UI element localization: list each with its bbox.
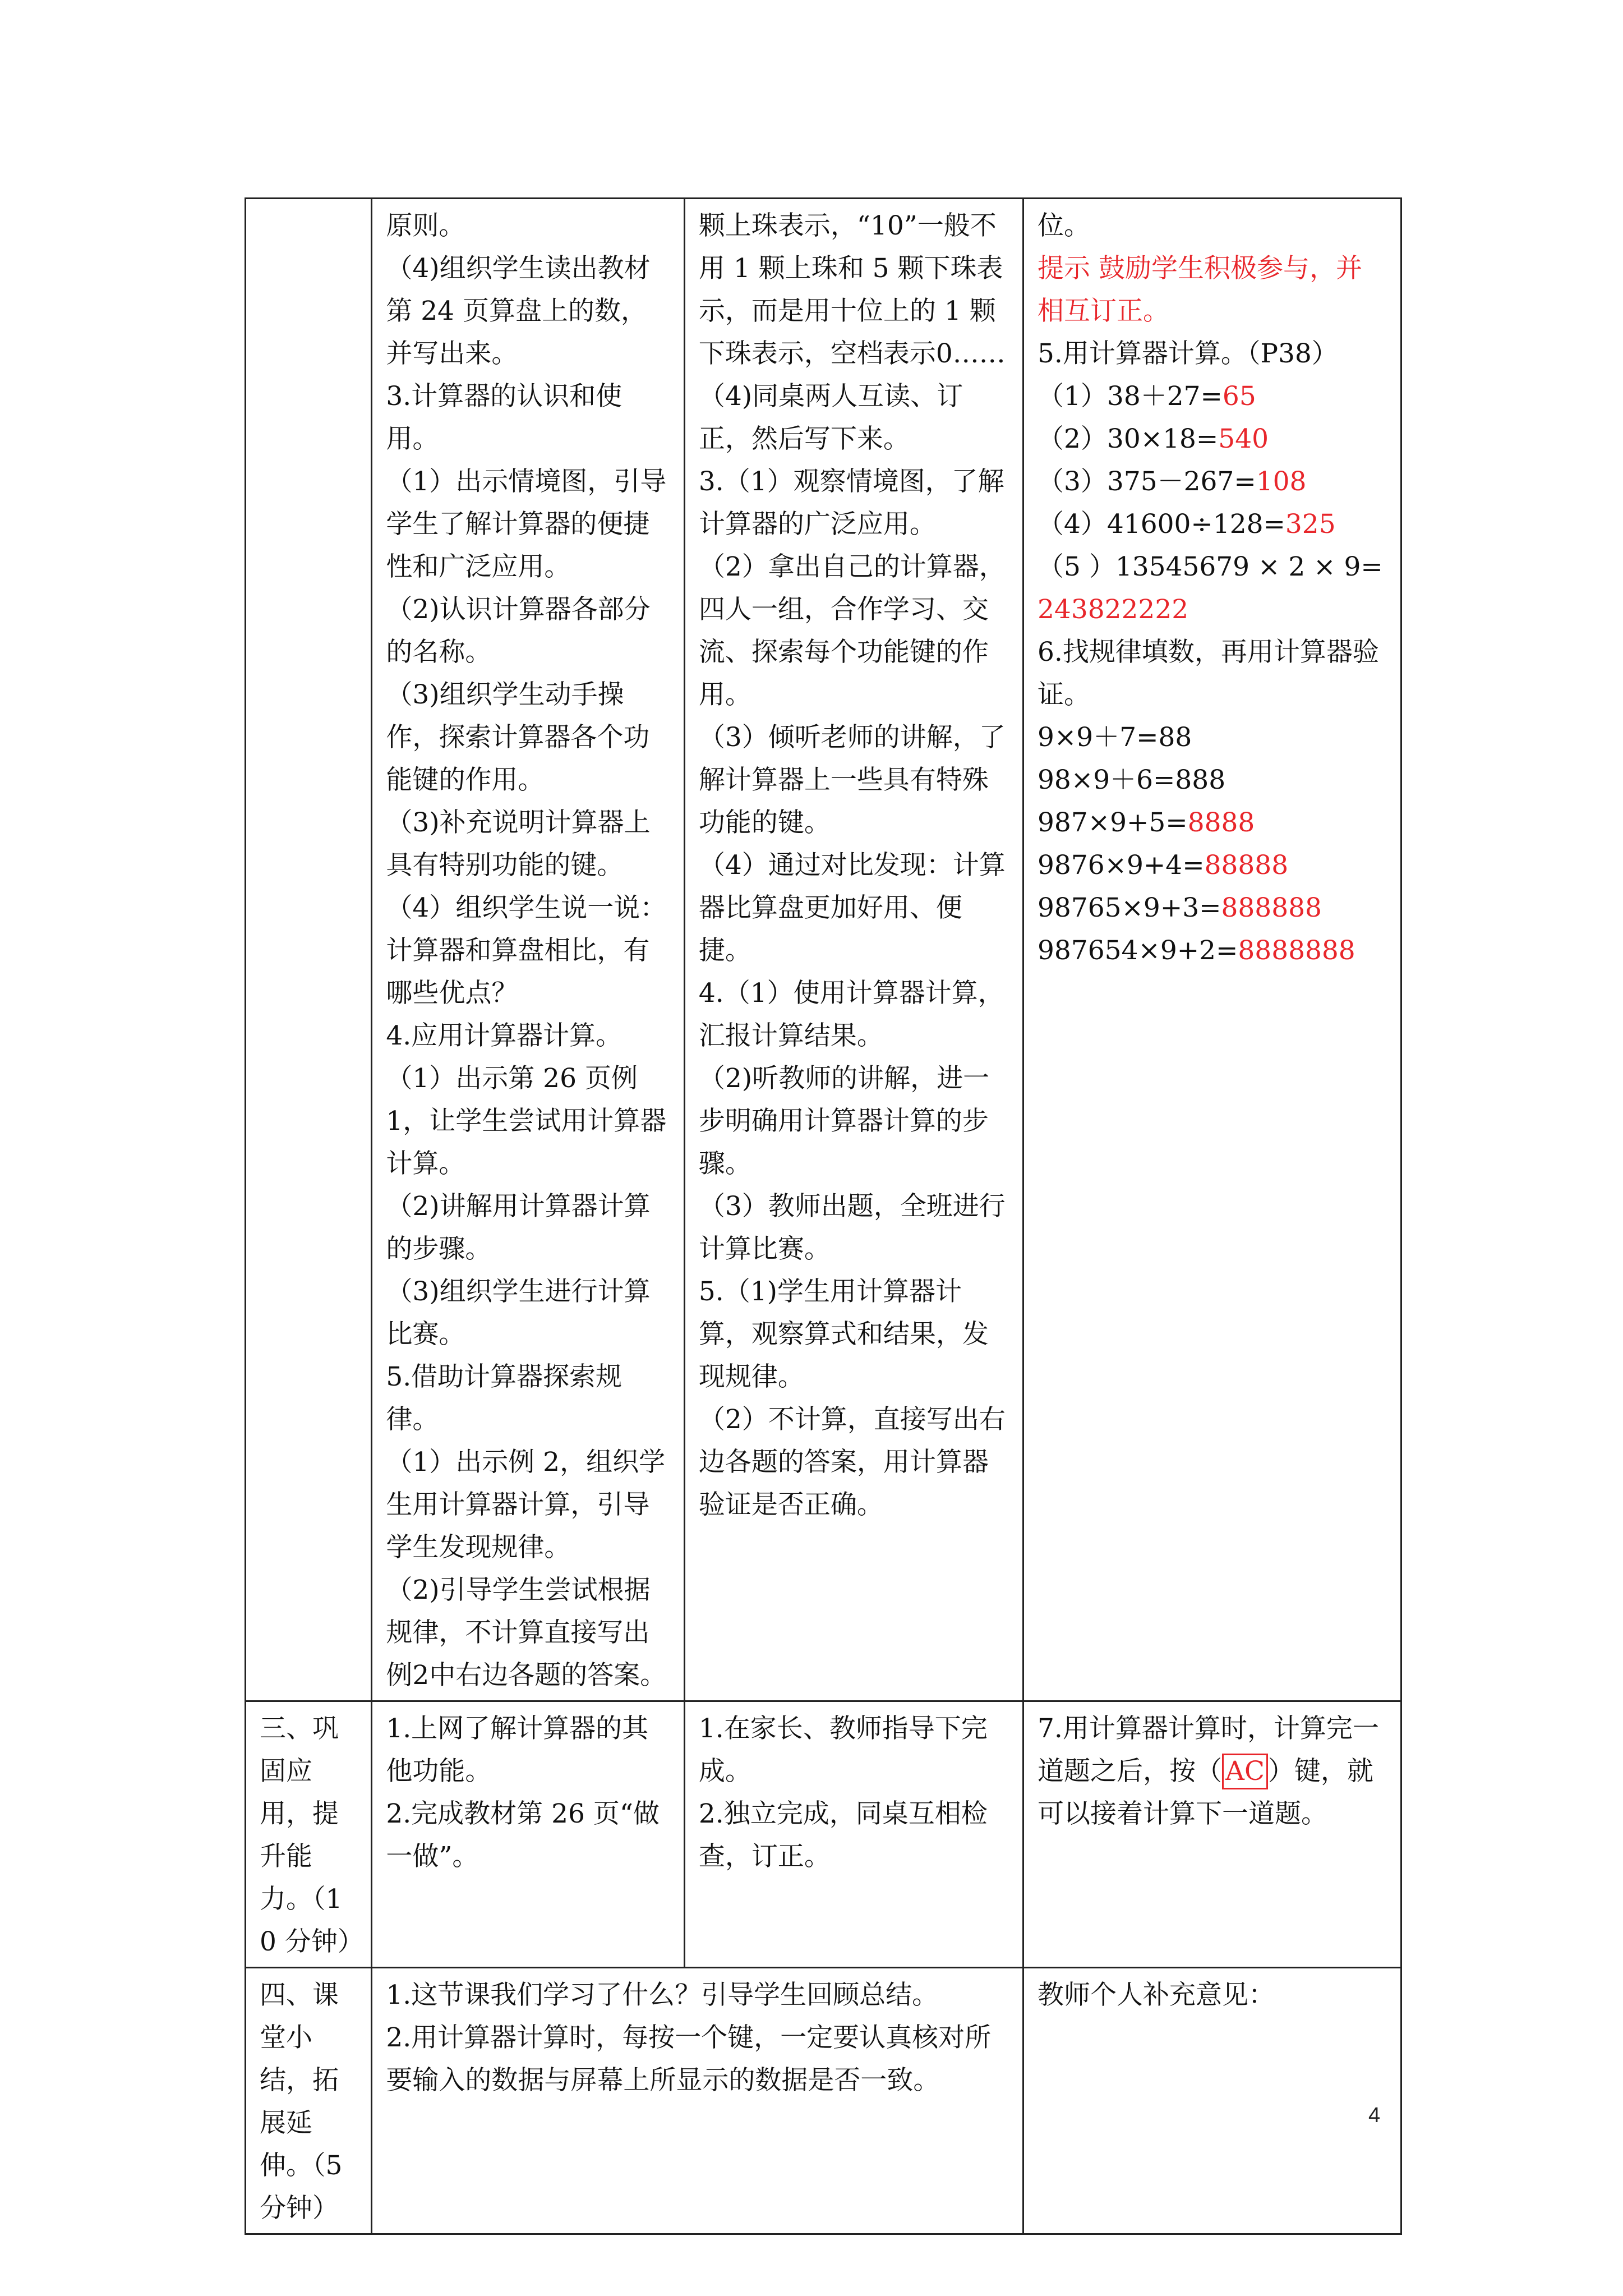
calc-answer: 325 [1285,509,1336,540]
teacher-line: （1）出示情境图，引导学生了解计算器的便捷性和广泛应用。 [386,466,667,582]
pattern-item [1038,887,1388,930]
tip-text: 鼓励学生积极参与，并相互订正。 [1038,253,1362,326]
teacher-line: （4）组织学生说一说：计算器和算盘相比，有哪些优点？ [386,892,667,1009]
stage-label: 四、课堂小结，拓展延伸。（5分钟） [260,1980,343,2224]
lesson-plan-table [245,197,1402,2235]
consolidate-row [246,1701,1401,1968]
teacher-line: （2)讲解用计算器计算的步骤。 [386,1191,651,1264]
stage-cell-summary [246,1968,372,2234]
pattern-item [1038,802,1388,844]
pattern-item [1038,844,1388,887]
exercise-6-title: 6.找规律填数，再用计算器验证。 [1038,637,1379,710]
calc-item [1038,375,1388,418]
calc-expression: （4）41600÷128= [1038,509,1285,540]
calc-expression: （3）375－267= [1038,466,1256,497]
student-line: （4）通过对比发现：计算器比算盘更加好用、便捷。 [698,850,1006,966]
student-line: 4.（1）使用计算器计算，汇报计算结果。 [698,978,1004,1051]
pattern-answer: 8888 [1187,807,1255,838]
student-activity-cell [684,1701,1023,1968]
note-continuation: 位。 [1038,210,1091,241]
teacher-line: （4)组织学生读出教材第 24 页算盘上的数，并写出来。 [386,253,651,369]
tip-line [1038,247,1388,333]
student-line: （3）教师出题，全班进行计算比赛。 [698,1191,1006,1264]
student-line: （2）拿出自己的计算器，四人一组，合作学习、交流、探索每个功能键的作用。 [698,551,1006,710]
student-line: （2）不计算，直接写出右边各题的答案，用计算器验证是否正确。 [698,1404,1006,1520]
teacher-notes-cell [1023,1968,1401,2234]
teacher-line: 4.应用计算器计算。 [386,1020,623,1051]
calc-expression: （1）38＋27= [1038,381,1223,412]
teacher-activity-cell [372,199,685,1701]
teacher-line: 2.完成教材第 26 页“做一做”。 [386,1798,660,1872]
pattern-expression: 9876×9+4= [1038,850,1205,881]
student-line: 1.在家长、教师指导下完成。 [698,1713,988,1787]
teacher-line: 1.上网了解计算器的其他功能。 [386,1713,649,1787]
pattern-expression: 9×9＋7=88 [1038,722,1192,753]
stage-cell-consolidate [246,1701,372,1968]
pattern-item [1038,716,1388,759]
calc-expression: （5 ）13545679 × 2 × 9= [1038,551,1383,582]
student-line: 5.（1)学生用计算器计算，观察算式和结果，发现规律。 [698,1276,989,1392]
teacher-line: （3)补充说明计算器上具有特别功能的键。 [386,807,651,881]
main-activity-row [246,199,1401,1701]
student-line: （4)同桌两人互读、订正，然后写下来。 [698,381,963,454]
teacher-activity-cell [372,1701,685,1968]
calc-answer: 108 [1256,466,1307,497]
calc-answer: 540 [1218,424,1269,454]
student-line: （3）倾听老师的讲解，了解计算器上一些具有特殊功能的键。 [698,722,1006,838]
pattern-answer: 8888888 [1238,935,1355,966]
teacher-notes-label: 教师个人补充意见： [1038,1980,1275,2010]
exercise-7-text: ）键，就可以接着计算下一道题。 [1038,1756,1373,1829]
pattern-expression: 987×9+5= [1038,807,1188,838]
design-notes-cell [1023,199,1401,1701]
ac-key-answer: AC [1222,1754,1268,1789]
tip-label: 提示 [1038,253,1091,284]
student-line: 2.独立完成，同桌互相检查，订正。 [698,1798,988,1872]
pattern-expression: 987654×9+2= [1038,935,1238,966]
calc-answer: 243822222 [1038,594,1189,625]
teacher-line: 3.计算器的认识和使用。 [386,381,623,454]
pattern-answer: 88888 [1204,850,1289,881]
calc-item [1038,503,1388,546]
calc-expression: （2）30×18= [1038,424,1219,454]
teacher-line: （2)引导学生尝试根据规律，不计算直接写出例2中右边各题的答案。 [386,1575,667,1691]
teacher-line: 原则。 [386,210,465,241]
teacher-line: （1）出示第 26 页例 1，让学生尝试用计算器计算。 [386,1063,667,1179]
teacher-line: 5.借助计算器探索规律。 [386,1361,623,1435]
pattern-answer: 888888 [1221,892,1322,923]
calc-item [1038,461,1388,503]
teacher-line: （1）出示例 2，组织学生用计算器计算，引导学生发现规律。 [386,1447,666,1563]
teacher-line: （3)组织学生动手操作，探索计算器各个功能键的作用。 [386,679,650,795]
pattern-expression: 98×9＋6=888 [1038,765,1226,795]
calc-item [1038,418,1388,461]
pattern-expression: 98765×9+3= [1038,892,1221,923]
summary-line: 1.这节课我们学习了什么？引导学生回顾总结。 [386,1980,939,2010]
summary-content-cell [372,1968,1023,2234]
pattern-item [1038,759,1388,802]
student-line: 3.（1）观察情境图，了解计算器的广泛应用。 [698,466,1004,540]
calc-item [1038,546,1388,631]
student-activity-cell [684,199,1023,1701]
calc-answer: 65 [1222,381,1256,412]
exercise-7-text: 7.用计算器计算时，计算完一道题之后，按（ [1038,1713,1379,1787]
design-notes-cell [1023,1701,1401,1968]
summary-line: 2.用计算器计算时，每按一个键，一定要认真核对所要输入的数据与屏幕上所显示的数据是否一致。 [386,2022,992,2096]
exercise-5-title: 5.用计算器计算。（P38） [1038,338,1338,369]
pattern-item [1038,930,1388,972]
stage-cell-main [246,199,372,1701]
teacher-line: （2)认识计算器各部分的名称。 [386,594,651,668]
summary-row [246,1968,1401,2234]
stage-label: 三、巩固应用，提升能力。（10 分钟） [260,1713,364,1957]
student-line: （2)听教师的讲解，进一步明确用计算器计算的步骤。 [698,1063,990,1179]
student-line: 颗上珠表示，“10”一般不用 1 颗上珠和 5 颗下珠表示，而是用十位上的 1 颗下珠表示，空档表示0…… [698,210,1006,369]
teacher-line: （3)组织学生进行计算比赛。 [386,1276,651,1350]
page-number: 4 [1368,2104,1381,2127]
